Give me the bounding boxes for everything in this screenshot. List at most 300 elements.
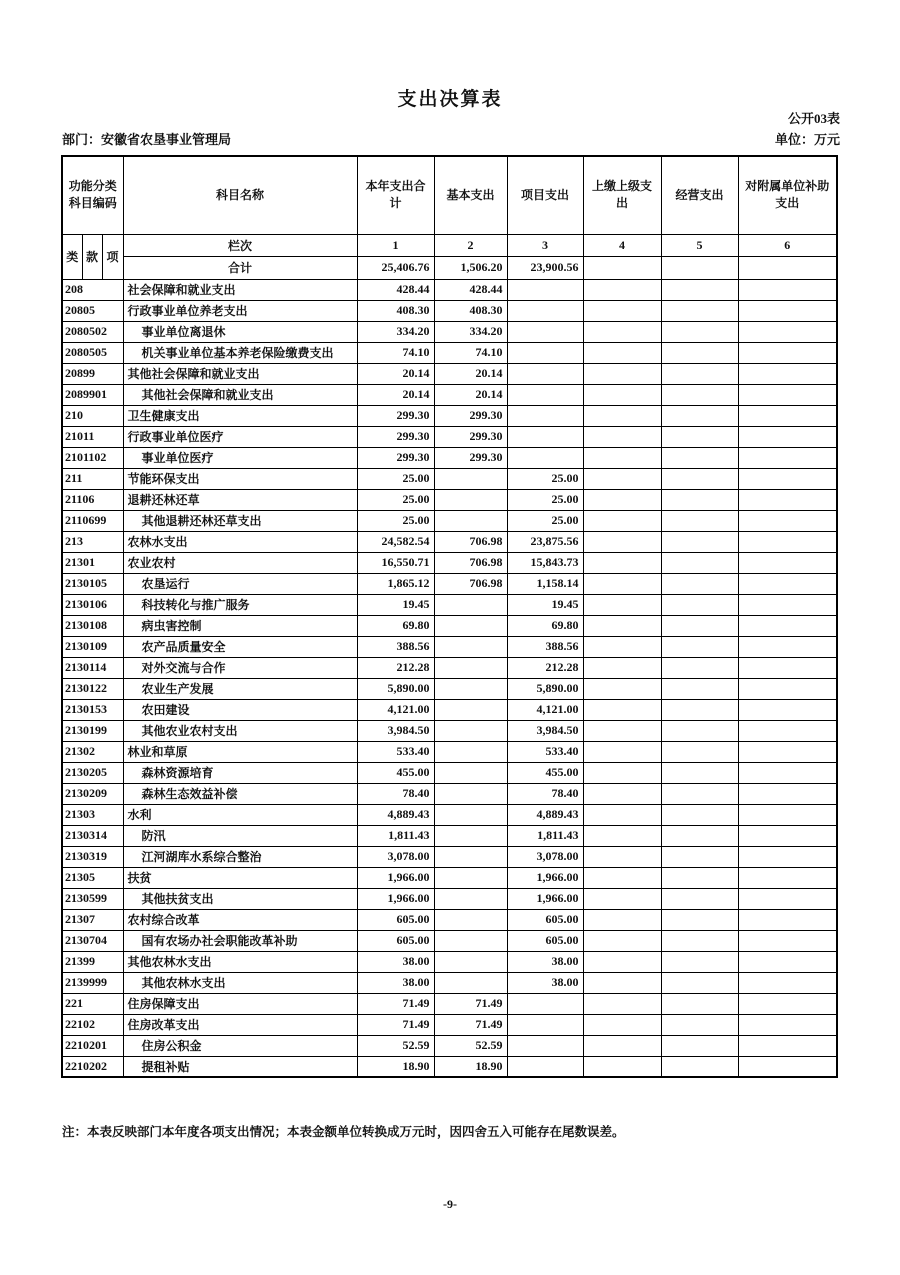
table-row [62,783,837,804]
row-value: 74.10 [357,342,434,363]
row-value [434,699,507,720]
row-value [583,321,661,342]
col-number: 3 [507,234,583,256]
row-value: 18.90 [434,1056,507,1077]
row-value: 69.80 [357,615,434,636]
row-value [738,741,837,762]
row-value: 4,889.43 [357,804,434,825]
row-value [738,699,837,720]
row-value: 706.98 [434,552,507,573]
row-value [583,468,661,489]
row-code: 2101102 [62,447,123,468]
row-value: 299.30 [357,405,434,426]
row-value: 38.00 [507,972,583,993]
row-name: 扶贫 [123,867,357,888]
table-row [62,846,837,867]
row-value: 74.10 [434,342,507,363]
row-name: 其他社会保障和就业支出 [123,363,357,384]
row-value [738,342,837,363]
row-value [583,300,661,321]
row-value: 5,890.00 [507,678,583,699]
row-value [434,678,507,699]
table-row [62,909,837,930]
row-value [583,342,661,363]
row-name: 机关事业单位基本养老保险缴费支出 [123,342,357,363]
row-code: 2130114 [62,657,123,678]
row-value [583,489,661,510]
row-value [583,741,661,762]
row-name: 农业生产发展 [123,678,357,699]
row-value [738,510,837,531]
row-value [507,279,583,300]
table-row [62,531,837,552]
table-row [62,678,837,699]
total-value: 1,506.20 [434,256,507,279]
row-value [738,678,837,699]
row-code: 2130314 [62,825,123,846]
row-value: 16,550.71 [357,552,434,573]
unit-label: 单位：万元 [774,132,840,147]
row-name: 农田建设 [123,699,357,720]
row-value: 23,875.56 [507,531,583,552]
row-value: 20.14 [434,363,507,384]
row-value [583,888,661,909]
row-value [507,363,583,384]
row-value: 605.00 [357,930,434,951]
row-name: 水利 [123,804,357,825]
total-value: 23,900.56 [507,256,583,279]
row-value [661,909,738,930]
row-code: 21011 [62,426,123,447]
row-value: 334.20 [357,321,434,342]
row-value: 71.49 [434,1014,507,1035]
header-total-expenditure: 本年支出合计 [357,156,434,234]
row-value [738,384,837,405]
row-code: 2089901 [62,384,123,405]
row-code: 2130205 [62,762,123,783]
row-code: 210 [62,405,123,426]
row-value: 25.00 [507,489,583,510]
row-value: 20.14 [434,384,507,405]
table-row [62,720,837,741]
row-value [661,846,738,867]
row-name: 提租补贴 [123,1056,357,1077]
row-value [738,531,837,552]
meta-row [62,129,840,148]
row-value [434,846,507,867]
row-value [738,1056,837,1077]
row-value [434,615,507,636]
row-value [583,867,661,888]
row-name: 节能环保支出 [123,468,357,489]
table-row [62,699,837,720]
header-basic-expenditure: 基本支出 [434,156,507,234]
row-value: 4,889.43 [507,804,583,825]
row-value [661,510,738,531]
row-value [738,657,837,678]
row-code: 2110699 [62,510,123,531]
table-row [62,342,837,363]
row-code: 2080502 [62,321,123,342]
row-name: 农产品质量安全 [123,636,357,657]
row-value: 1,811.43 [357,825,434,846]
row-code: 2210201 [62,1035,123,1056]
table-row [62,363,837,384]
row-value: 3,984.50 [507,720,583,741]
row-value [661,594,738,615]
row-code: 213 [62,531,123,552]
table-row [62,636,837,657]
header-code-group: 功能分类 科目编码 [62,156,123,234]
row-value [434,594,507,615]
row-value [434,930,507,951]
row-value [583,678,661,699]
table-row [62,447,837,468]
row-value: 1,865.12 [357,573,434,594]
row-value: 25.00 [357,489,434,510]
row-value: 533.40 [357,741,434,762]
row-value: 71.49 [357,1014,434,1035]
table-code-label: 公开03表 [787,111,840,126]
row-value: 1,811.43 [507,825,583,846]
row-value: 24,582.54 [357,531,434,552]
row-value: 18.90 [357,1056,434,1077]
header-row-main [62,156,837,234]
row-value [661,972,738,993]
row-value [661,762,738,783]
row-value [661,804,738,825]
row-value [738,909,837,930]
header-subject-name: 科目名称 [123,156,357,234]
row-value: 25.00 [357,510,434,531]
table-row [62,888,837,909]
row-value [434,510,507,531]
row-value [738,867,837,888]
row-value: 5,890.00 [357,678,434,699]
row-value: 25.00 [507,510,583,531]
row-name: 防汛 [123,825,357,846]
table-row [62,489,837,510]
row-value [738,615,837,636]
table-row [62,552,837,573]
row-value [738,972,837,993]
total-value [583,256,661,279]
row-name: 科技转化与推广服务 [123,594,357,615]
table-row [62,657,837,678]
row-value [661,741,738,762]
header-project-expenditure: 项目支出 [507,156,583,234]
row-value [661,468,738,489]
row-value [661,699,738,720]
row-value [738,1035,837,1056]
table-row [62,993,837,1014]
row-code: 20805 [62,300,123,321]
row-code: 2130153 [62,699,123,720]
row-value [583,783,661,804]
row-value [583,1014,661,1035]
row-code: 2139999 [62,972,123,993]
row-code: 2080505 [62,342,123,363]
row-value: 455.00 [357,762,434,783]
row-value [661,888,738,909]
row-value: 38.00 [507,951,583,972]
table-row [62,321,837,342]
row-value [738,1014,837,1035]
total-row [62,256,837,279]
table-row [62,825,837,846]
row-code: 20899 [62,363,123,384]
row-code: 2130319 [62,846,123,867]
row-name: 国有农场办社会职能改革补助 [123,930,357,951]
row-value: 25.00 [357,468,434,489]
row-value: 1,966.00 [507,888,583,909]
row-value [583,384,661,405]
row-value: 455.00 [507,762,583,783]
row-value [583,573,661,594]
row-value [661,993,738,1014]
row-value [583,762,661,783]
row-value [738,951,837,972]
table-row [62,594,837,615]
table-row [62,930,837,951]
row-value: 1,966.00 [357,867,434,888]
row-value [661,1014,738,1035]
expenditure-table [61,155,838,1078]
table-row [62,615,837,636]
row-value: 605.00 [357,909,434,930]
row-code: 21106 [62,489,123,510]
row-value [738,804,837,825]
row-code: 21301 [62,552,123,573]
row-value [434,636,507,657]
row-code: 2130599 [62,888,123,909]
row-code: 21305 [62,867,123,888]
header-code-class: 类 [62,234,82,279]
row-value [507,1014,583,1035]
row-code: 21399 [62,951,123,972]
row-value [583,825,661,846]
row-value [434,720,507,741]
row-value [434,867,507,888]
row-value: 78.40 [357,783,434,804]
row-value [507,426,583,447]
row-value [583,846,661,867]
row-code: 2130109 [62,636,123,657]
row-name: 其他社会保障和就业支出 [123,384,357,405]
total-value [661,256,738,279]
row-value: 4,121.00 [507,699,583,720]
row-value: 15,843.73 [507,552,583,573]
row-value [507,1035,583,1056]
row-value [661,615,738,636]
row-value [738,594,837,615]
col-number: 1 [357,234,434,256]
row-value [661,783,738,804]
row-value: 38.00 [357,951,434,972]
header-operating-expenditure: 经营支出 [661,156,738,234]
row-value [661,1056,738,1077]
row-name: 森林资源培育 [123,762,357,783]
table-row [62,741,837,762]
row-value [661,930,738,951]
row-value [661,300,738,321]
row-code: 2130209 [62,783,123,804]
row-name: 退耕还林还草 [123,489,357,510]
row-value [661,489,738,510]
row-value [738,573,837,594]
row-value [583,363,661,384]
row-value [661,573,738,594]
row-value [738,405,837,426]
row-value [738,321,837,342]
page-number: -9- [443,1197,457,1211]
row-code: 2130704 [62,930,123,951]
row-value [738,552,837,573]
table-row [62,972,837,993]
footnote: 注：本表反映部门本年度各项支出情况；本表金额单位转换成万元时，因四舍五入可能存在尾数误差。 [62,1125,625,1139]
row-value [661,1035,738,1056]
header-code-section: 款 [82,234,102,279]
row-value [507,1056,583,1077]
row-value: 3,984.50 [357,720,434,741]
table-row [62,573,837,594]
row-value: 299.30 [357,426,434,447]
row-value: 19.45 [507,594,583,615]
row-value [507,993,583,1014]
row-value [661,531,738,552]
row-value [583,909,661,930]
table-row [62,510,837,531]
row-value [738,363,837,384]
row-name: 农林水支出 [123,531,357,552]
row-value [738,930,837,951]
table-row [62,468,837,489]
table-row [62,1014,837,1035]
row-value: 4,121.00 [357,699,434,720]
row-value: 408.30 [434,300,507,321]
header-code-item: 项 [102,234,123,279]
row-value [583,993,661,1014]
row-value [583,804,661,825]
row-code: 2130122 [62,678,123,699]
table-row [62,300,837,321]
table-row [62,951,837,972]
row-name: 农村综合改革 [123,909,357,930]
table-row [62,384,837,405]
row-value [434,762,507,783]
row-value [661,951,738,972]
row-value [738,426,837,447]
row-value [738,846,837,867]
row-value: 1,966.00 [507,867,583,888]
row-value [583,1035,661,1056]
total-label: 合计 [123,256,357,279]
row-value [738,468,837,489]
row-value [661,384,738,405]
header-row-column-index [62,234,837,256]
row-value: 212.28 [507,657,583,678]
row-value [434,909,507,930]
row-value [583,951,661,972]
row-value: 71.49 [434,993,507,1014]
table-row [62,279,837,300]
row-value [583,615,661,636]
row-value: 78.40 [507,783,583,804]
row-value [434,657,507,678]
row-value [583,531,661,552]
row-value: 25.00 [507,468,583,489]
row-value: 299.30 [434,405,507,426]
row-value [738,489,837,510]
row-name: 病虫害控制 [123,615,357,636]
row-value [434,783,507,804]
row-value [583,636,661,657]
row-value [661,405,738,426]
row-value: 706.98 [434,531,507,552]
col-number: 5 [661,234,738,256]
row-name: 社会保障和就业支出 [123,279,357,300]
row-name: 行政事业单位医疗 [123,426,357,447]
row-value [738,636,837,657]
row-value: 299.30 [357,447,434,468]
row-value [583,699,661,720]
row-value [434,825,507,846]
col-number: 2 [434,234,507,256]
row-name: 其他农业农村支出 [123,720,357,741]
row-code: 21307 [62,909,123,930]
row-name: 其他扶贫支出 [123,888,357,909]
total-value: 25,406.76 [357,256,434,279]
table-row [62,426,837,447]
row-value [434,951,507,972]
row-name: 其他农林水支出 [123,951,357,972]
row-value [661,657,738,678]
row-value: 388.56 [507,636,583,657]
row-name: 行政事业单位养老支出 [123,300,357,321]
row-code: 208 [62,279,123,300]
row-value [661,867,738,888]
page-title: 支出决算表 [397,89,503,110]
row-value [738,825,837,846]
row-value: 428.44 [434,279,507,300]
row-value [434,888,507,909]
row-value: 212.28 [357,657,434,678]
row-code: 21303 [62,804,123,825]
row-value [738,888,837,909]
row-code: 211 [62,468,123,489]
row-code: 2130106 [62,594,123,615]
row-code: 2210202 [62,1056,123,1077]
row-name: 住房改革支出 [123,1014,357,1035]
row-value [738,783,837,804]
table-body [62,279,837,1077]
row-value [738,720,837,741]
row-code: 2130108 [62,615,123,636]
table-row [62,867,837,888]
row-value [661,636,738,657]
row-value: 605.00 [507,930,583,951]
row-value [661,447,738,468]
row-value [738,993,837,1014]
row-name: 其他退耕还林还草支出 [123,510,357,531]
row-value: 69.80 [507,615,583,636]
row-value: 19.45 [357,594,434,615]
row-value [738,447,837,468]
row-value: 388.56 [357,636,434,657]
header-upturn-expenditure: 上缴上级支出 [583,156,661,234]
row-value [661,678,738,699]
row-value [434,468,507,489]
